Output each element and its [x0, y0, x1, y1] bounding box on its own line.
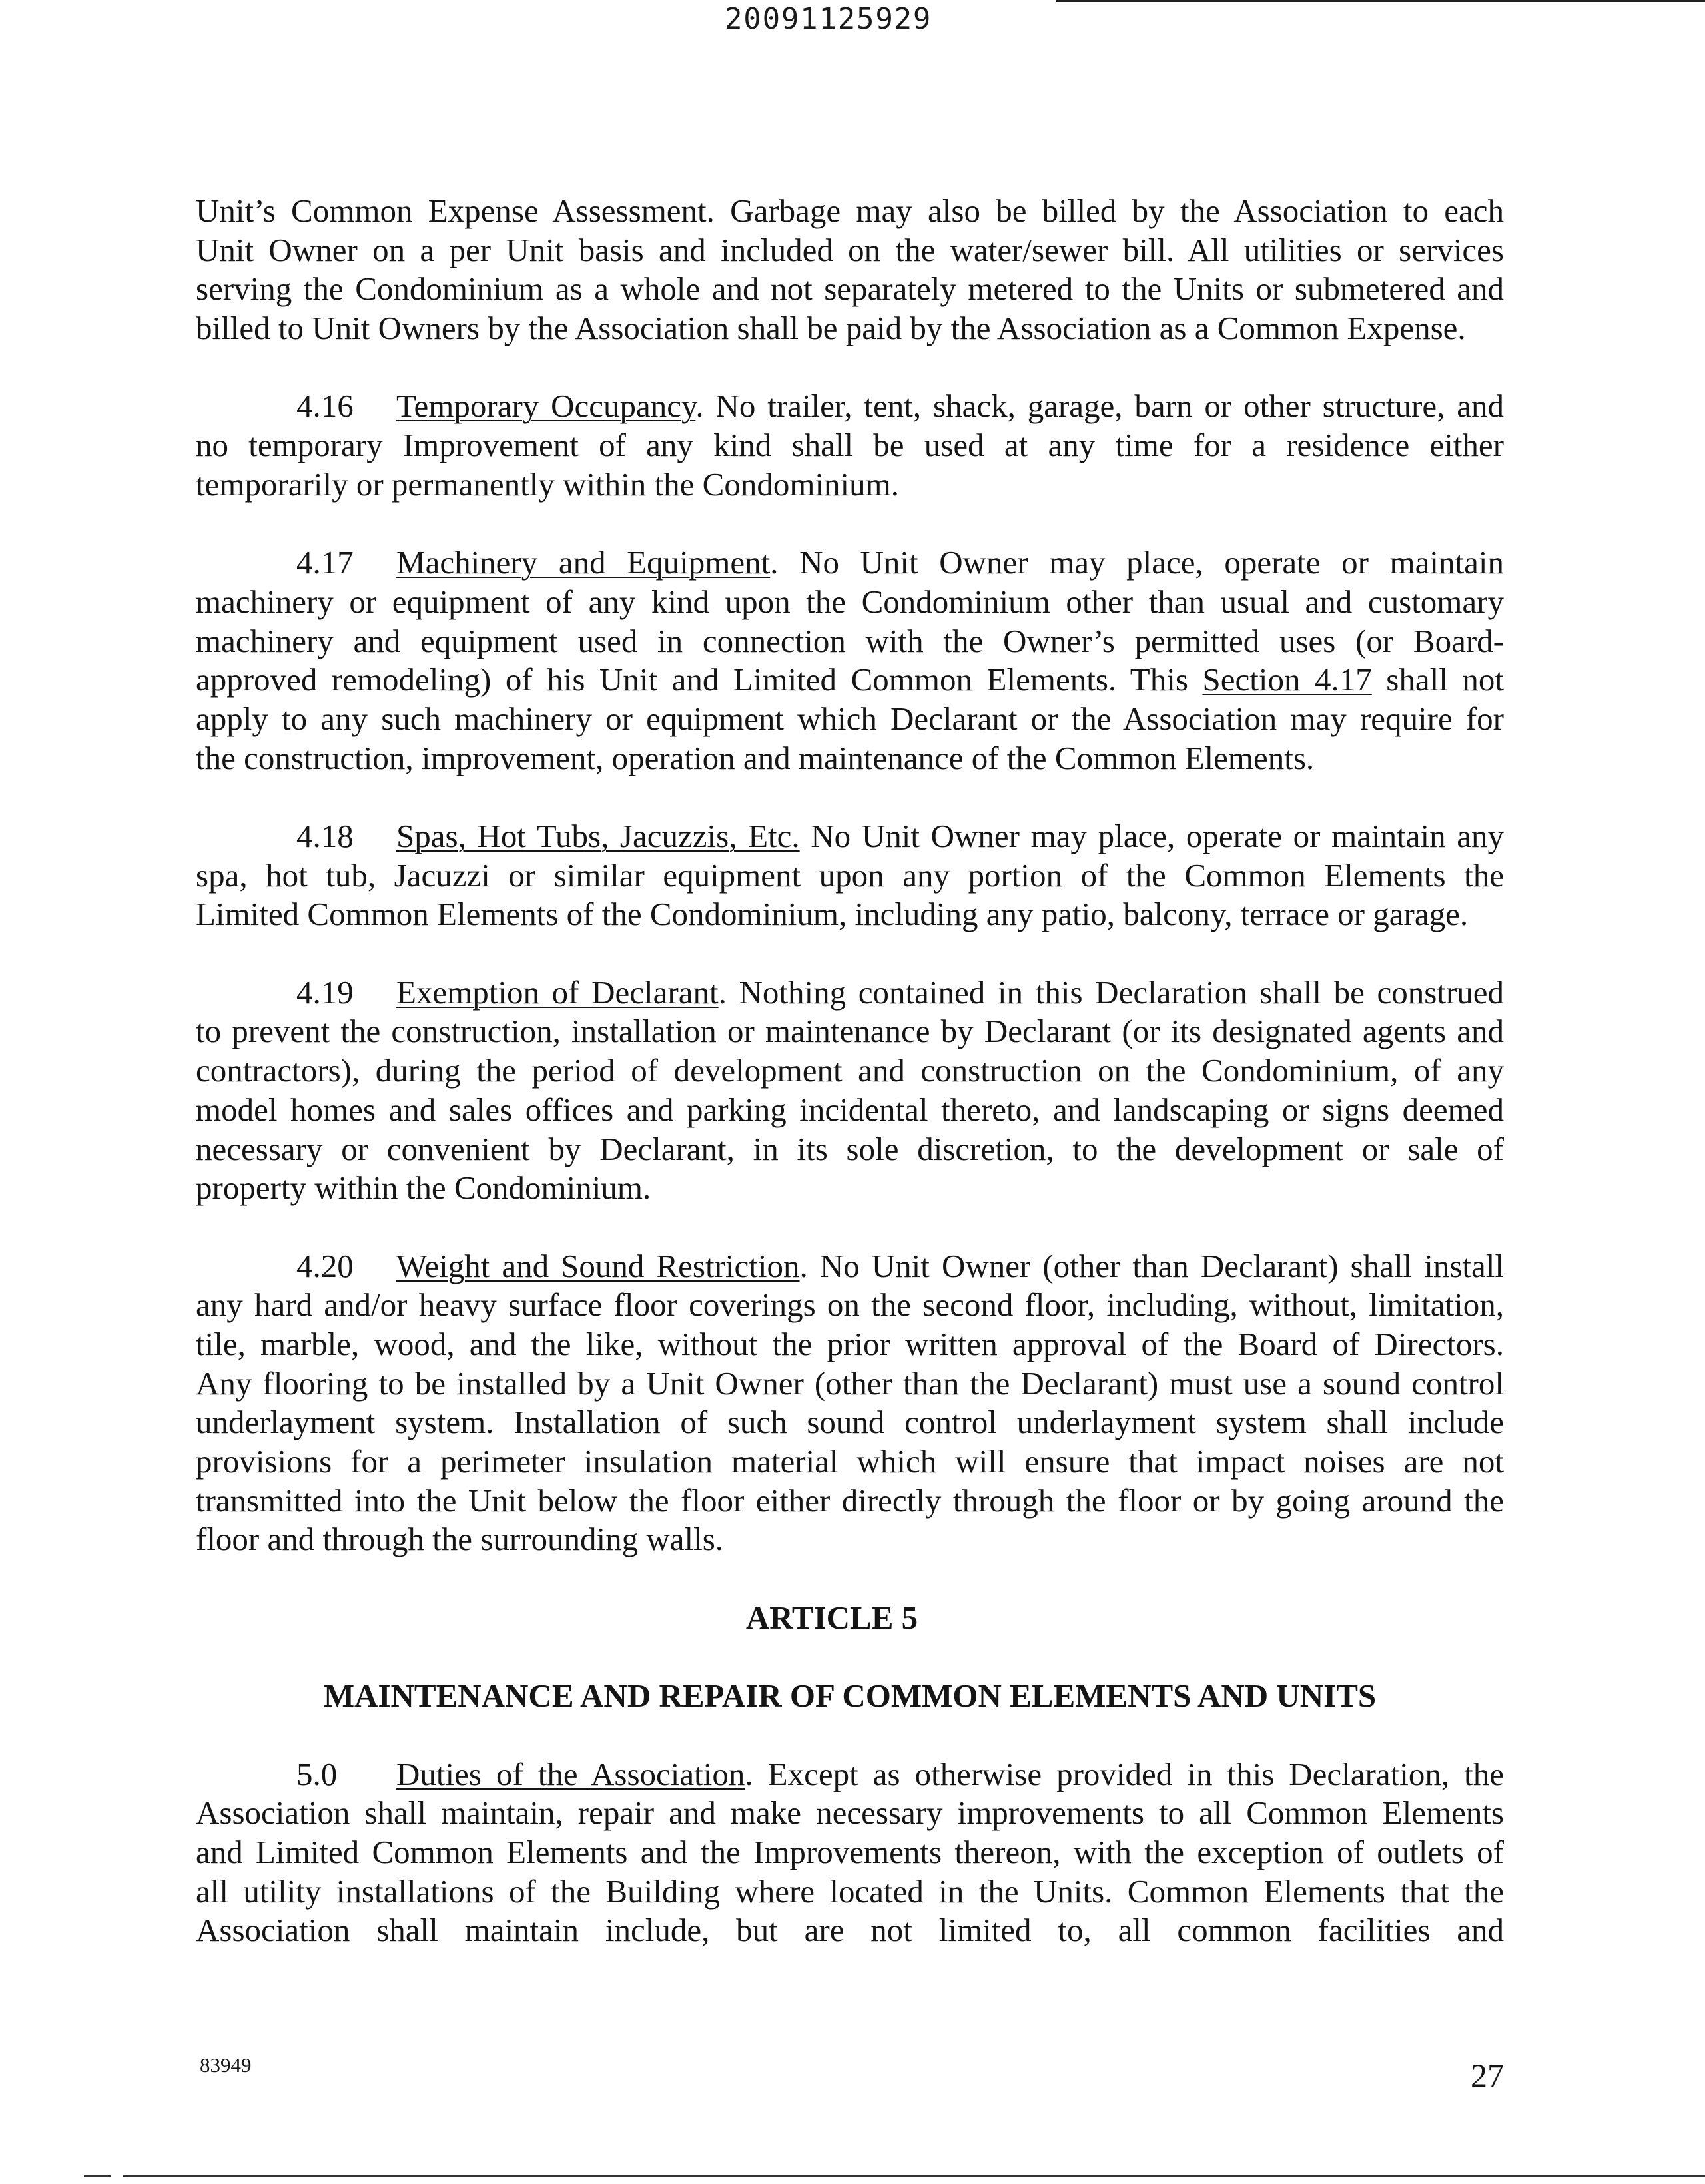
text-line: provisions for a perimeter insulation material which will ensure that impact noises are not	[196, 1443, 1504, 1480]
text-line: serving the Condominium as a whole and not separately metered to the Units or submetered and	[196, 270, 1504, 308]
footer-document-id: 83949	[200, 2053, 252, 2077]
bottom-rule-segment	[84, 2175, 111, 2177]
text-line: contractors), during the period of development and construction on the Condominium, of any	[196, 1052, 1504, 1089]
text-segment: . No trailer, tent, shack, garage, barn or other structure, and	[695, 388, 1504, 425]
text-line: temporarily or permanently within the Condominium.	[196, 465, 900, 503]
text-line	[196, 817, 1504, 856]
text-line	[196, 387, 1504, 426]
text-line: Any flooring to be installed by a Unit Owner (other than the Declarant) must use a sound control	[196, 1364, 1504, 1402]
text-line: transmitted into the Unit below the floor either directly through the floor or by going around the	[196, 1482, 1504, 1519]
section-number: 4.18	[296, 818, 354, 854]
text-line: all utility installations of the Building where located in the Units. Common Elements that the	[196, 1872, 1504, 1910]
text-line: and Limited Common Elements and the Improvements thereon, with the exception of outlets of	[196, 1833, 1504, 1870]
text-line: apply to any such machinery or equipment which Declarant or the Association may require for	[196, 700, 1504, 737]
text-line: underlayment system. Installation of such sound control underlayment system shall include	[196, 1404, 1504, 1441]
section-4-20	[196, 1247, 1504, 1560]
text-line	[196, 543, 1504, 583]
text-segment: . No Unit Owner (other than Declarant) shall install	[799, 1247, 1504, 1284]
bottom-rule	[123, 2175, 1705, 2177]
section-number: 4.16	[296, 388, 354, 425]
text-line	[196, 973, 1504, 1013]
section-title: Spas, Hot Tubs, Jacuzzis, Etc.	[396, 818, 800, 854]
text-line: tile, marble, wood, and the like, without the prior written approval of the Board of Directors.	[196, 1325, 1504, 1362]
section-4-17	[196, 543, 1504, 778]
section-4-18	[196, 817, 1504, 934]
section-4-19	[196, 973, 1504, 1208]
text-line: any hard and/or heavy surface floor coverings on the second floor, including, without, limitation,	[196, 1286, 1504, 1324]
text-line: the construction, improvement, operation and maintenance of the Common Elements.	[196, 739, 1315, 776]
text-line: billed to Unit Owners by the Association shall be paid by the Association as a Common Expense.	[196, 310, 1466, 347]
section-title: Duties of the Association	[396, 1755, 745, 1792]
text-line: machinery and equipment used in connection with the Owner’s permitted uses (or Board-	[196, 622, 1504, 659]
page-body	[196, 192, 1504, 1990]
text-line: Association shall maintain, repair and make necessary improvements to all Common Elements	[196, 1794, 1504, 1832]
section-title: Temporary Occupancy	[396, 388, 696, 425]
text-segment: shall not	[1371, 661, 1504, 698]
text-line: necessary or convenient by Declarant, in its sole discretion, to the development or sale of	[196, 1130, 1504, 1167]
text-segment: approved remodeling) of his Unit and Limited Common Elements. This	[196, 661, 1203, 698]
text-segment: . No Unit Owner may place, operate or maintain	[770, 544, 1504, 581]
section-reference: Section 4.17	[1202, 661, 1372, 698]
recording-number: 20091125929	[725, 2, 932, 36]
section-number: 5.0	[296, 1755, 338, 1792]
section-title: Machinery and Equipment	[396, 544, 771, 581]
text-line	[196, 1247, 1504, 1286]
text-line: spa, hot tub, Jacuzzi or similar equipment upon any portion of the Common Elements the	[196, 856, 1504, 894]
page-number: 27	[1471, 2057, 1504, 2094]
article-heading: ARTICLE 5	[745, 1599, 918, 1636]
text-line: to prevent the construction, installation or maintenance by Declarant (or its designated agents and	[196, 1013, 1504, 1050]
text-line	[196, 661, 1504, 700]
section-title: Exemption of Declarant	[396, 973, 719, 1011]
section-number: 4.20	[296, 1247, 354, 1284]
section-5-0	[196, 1755, 1504, 1950]
top-rule	[1056, 0, 1705, 2]
text-segment: . Nothing contained in this Declaration shall be construed	[718, 973, 1504, 1011]
text-line: Unit Owner on a per Unit basis and included on the water/sewer bill. All utilities or services	[196, 231, 1504, 268]
text-line: Association shall maintain include, but are not limited to, all common facilities and	[196, 1912, 1504, 1949]
section-number: 4.17	[296, 544, 354, 581]
text-line: Unit’s Common Expense Assessment. Garbage may also be billed by the Association to each	[196, 192, 1504, 229]
continued-paragraph	[196, 192, 1504, 348]
text-line: property within the Condominium.	[196, 1169, 651, 1207]
text-segment: No Unit Owner may place, operate or maintain any	[799, 818, 1504, 854]
text-segment: . Except as otherwise provided in this Declaration, the	[745, 1755, 1504, 1792]
text-line: floor and through the surrounding walls.	[196, 1521, 724, 1558]
text-line: machinery or equipment of any kind upon the Condominium other than usual and customary	[196, 583, 1504, 620]
section-title: Weight and Sound Restriction	[396, 1247, 800, 1284]
text-line: Limited Common Elements of the Condominium, including any patio, balcony, terrace or garage.	[196, 896, 1469, 933]
text-line: model homes and sales offices and parking incidental thereto, and landscaping or signs deemed	[196, 1091, 1504, 1128]
article-title: MAINTENANCE AND REPAIR OF COMMON ELEMENTS AND UNITS	[323, 1677, 1377, 1715]
text-line: no temporary Improvement of any kind shall be used at any time for a residence either	[196, 427, 1504, 464]
section-4-16	[196, 387, 1504, 504]
section-number: 4.19	[296, 973, 354, 1011]
text-line	[196, 1755, 1504, 1794]
